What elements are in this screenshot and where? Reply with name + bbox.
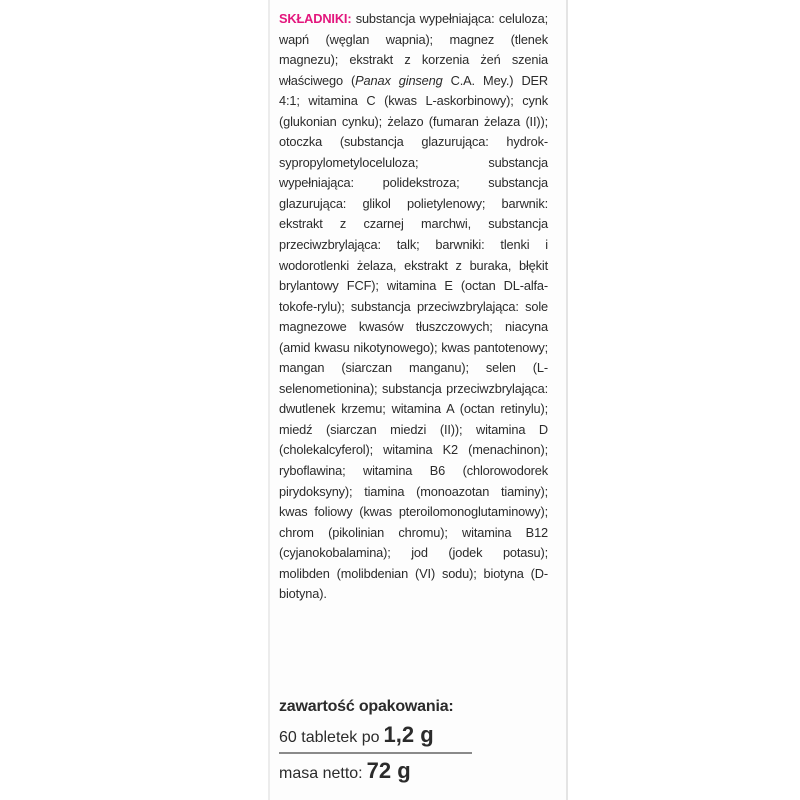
tablet-weight: 1,2 g <box>383 722 434 747</box>
net-weight-row <box>279 758 411 784</box>
panel-left-edge <box>268 0 270 800</box>
panel-right-edge <box>566 0 568 800</box>
ingredients-header: SKŁADNIKI: <box>279 11 352 26</box>
package-contents-row <box>279 722 434 748</box>
tablets-count-text: 60 tabletek po <box>279 729 380 746</box>
ingredients-latin-name: Panax ginseng <box>355 72 443 88</box>
divider-line <box>279 752 472 754</box>
ingredients-part-1: substancja wypełniająca: celuloza; wapń (węglan wapnia); magnez (tlenek magnezu); ekstrakt z korzenia żeń szenia właściwego ( <box>279 11 548 88</box>
net-weight-value: 72 g <box>366 758 411 783</box>
ingredients-text <box>279 9 548 605</box>
net-weight-label: masa netto: <box>279 765 363 782</box>
ingredients-part-2: C.A. Mey.) DER 4:1; witamina C (kwas L-askorbinowy); cynk (glukonian cynku); żelazo (fumaran żelaza (II)); otoczka (substancja glazurująca: hydrok-sypropylometyloceluloza; substancja wypełniająca: polidekstroza; substancja glazurująca: glikol polietylenowy; barwnik: ekstrakt z czarnej marchwi, substancja przeciwzbrylająca: talk; barwniki: tlenki i wodorotlenki żelaza, ekstrakt z buraka, błękit brylantowy FCF); witamina E (octan DL-alfa- tokofe-rylu); substancja przeciwzbrylająca: sole magnezowe kwasów tłuszczowych; niacyna (amid kwasu nikotynowego); kwas pantotenowy; mangan (siarczan manganu); selen (L-selenometionina); substancja przeciwzbrylająca: dwutlenek krzemu; witamina A (octan retinylu); miedź (siarczan miedzi (II)); witamina D (cholekalcyferol); witamina K2 (menachinon); ryboflawina; witamina B6 (chlorowodorek pirydoksyny); tiamina (monoazotan tiaminy); kwas foliowy (kwas pteroilomonoglutaminowy); chrom (pikolinian chromu); witamina B12 (cyjanokobalamina); jod (jodek potasu); molibden (molibdenian (VI) sodu); biotyna (D-biotyna). <box>279 72 549 602</box>
package-contents-label: zawartość opakowania: <box>279 698 454 715</box>
